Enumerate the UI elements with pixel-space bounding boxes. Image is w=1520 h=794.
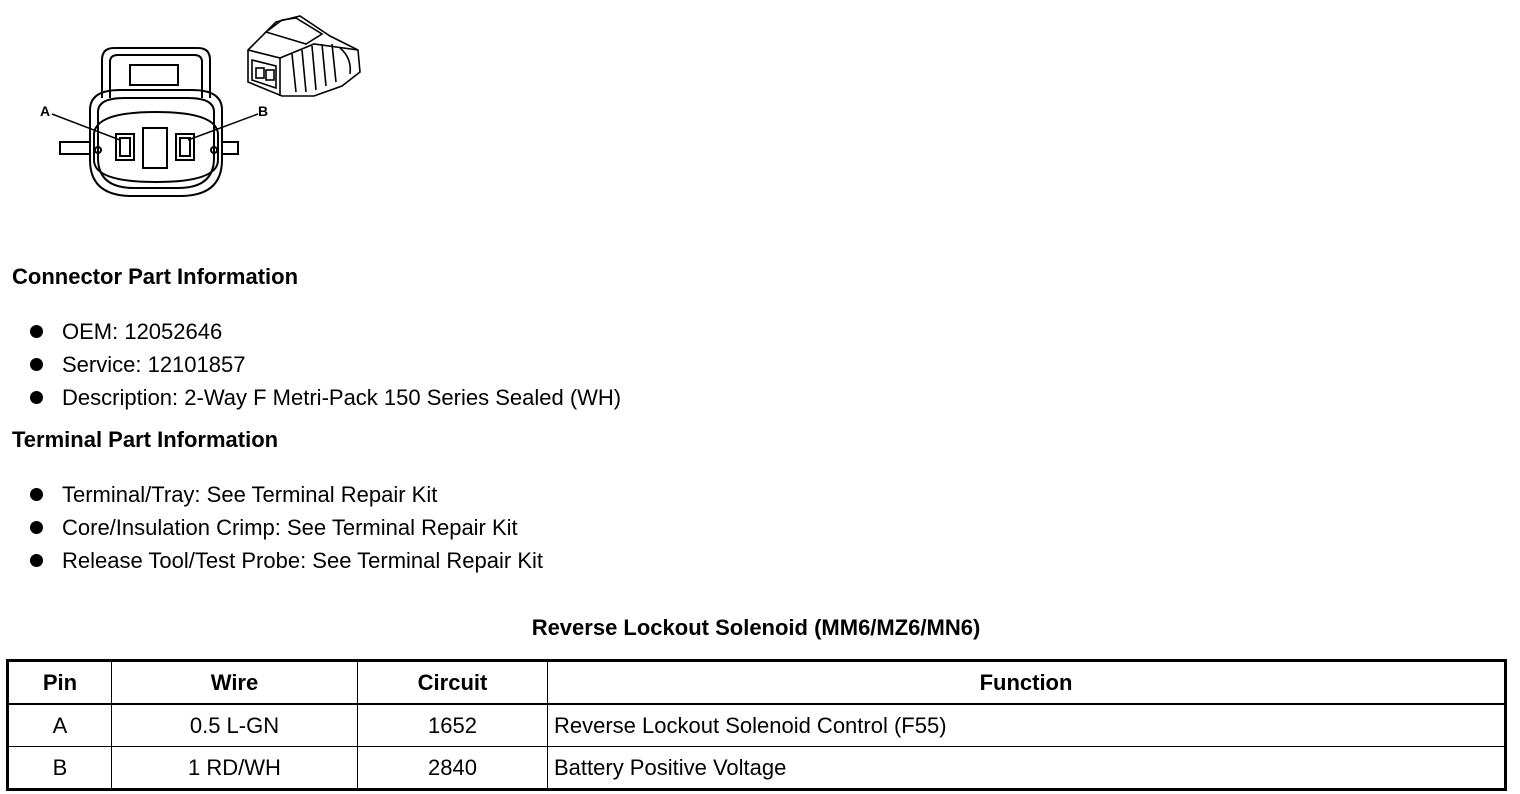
pinout-table [6,659,1507,791]
cell-wire: 0.5 L-GN [112,704,358,747]
list-item-text: Description: 2-Way F Metri-Pack 150 Series Sealed (WH) [62,385,622,410]
list-item [28,381,621,414]
connector-info-list [28,315,621,414]
cell-circuit: 2840 [358,747,548,790]
list-item-text: Core/Insulation Crimp: See Terminal Repair Kit [62,515,518,540]
cell-function: Battery Positive Voltage [548,747,1506,790]
pin-a-label: A [40,103,51,119]
list-item [28,348,621,381]
cell-function: Reverse Lockout Solenoid Control (F55) [548,704,1506,747]
terminal-info-list [28,478,543,577]
cell-pin: B [8,747,112,790]
bullet-icon [30,521,43,534]
connector-isometric-view [248,16,360,96]
table-title: Reverse Lockout Solenoid (MM6/MZ6/MN6) [531,615,981,640]
cell-circuit: 1652 [358,704,548,747]
connector-info-heading: Connector Part Information [12,264,299,289]
table-row [8,747,1506,790]
table-row [8,704,1506,747]
pin-b-label: B [258,103,269,119]
bullet-icon [30,325,43,338]
table-header-row [8,661,1506,705]
column-header-wire: Wire [112,661,358,705]
connector-illustration [30,10,370,210]
terminal-info-heading: Terminal Part Information [12,427,279,452]
list-item [28,315,621,348]
cell-wire: 1 RD/WH [112,747,358,790]
list-item-text: Terminal/Tray: See Terminal Repair Kit [62,482,438,507]
bullet-icon [30,358,43,371]
bullet-icon [30,488,43,501]
list-item [28,478,543,511]
column-header-function: Function [548,661,1506,705]
list-item [28,511,543,544]
cell-pin: A [8,704,112,747]
list-item-text: Service: 12101857 [62,352,246,377]
bullet-icon [30,391,43,404]
list-item-text: OEM: 12052646 [62,319,223,344]
column-header-circuit: Circuit [358,661,548,705]
column-header-pin: Pin [8,661,112,705]
list-item-text: Release Tool/Test Probe: See Terminal Repair Kit [62,548,543,573]
connector-face-view [52,48,258,196]
list-item [28,544,543,577]
bullet-icon [30,554,43,567]
